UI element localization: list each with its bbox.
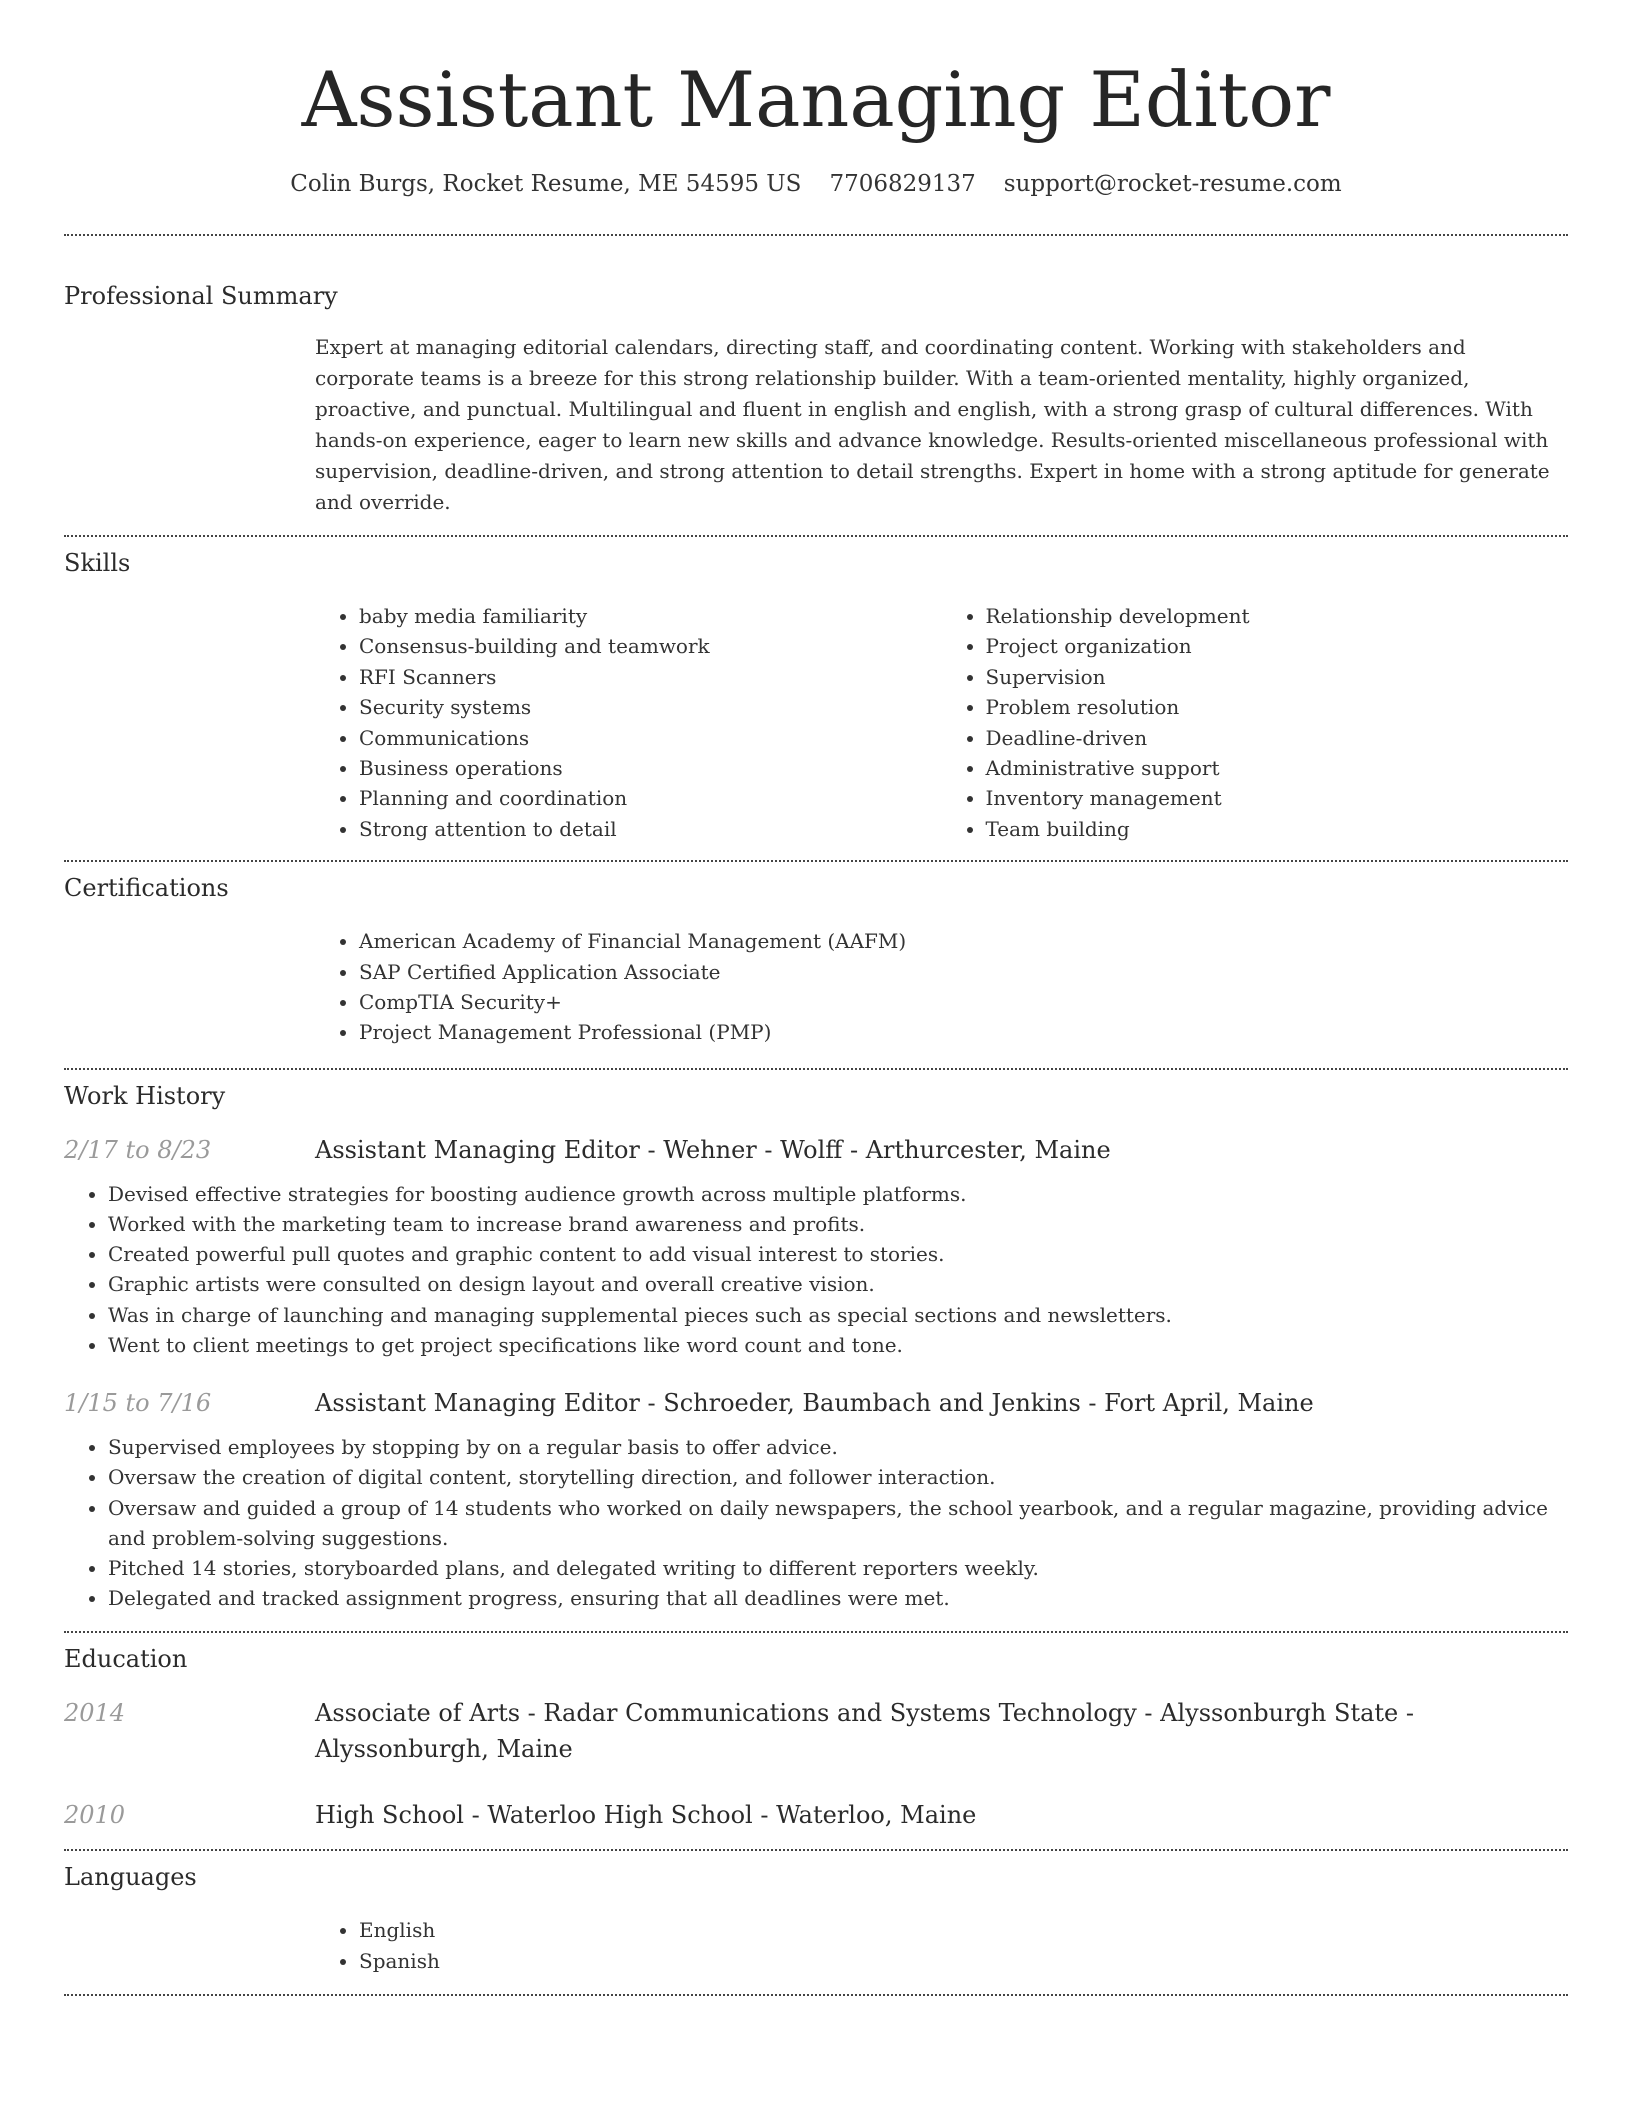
education-entry [64, 1695, 1568, 1767]
section-divider [64, 1994, 1568, 1996]
resume-title: Assistant Managing Editor [301, 55, 1331, 144]
job-dates: 2/17 to 8/23 [64, 1135, 212, 1164]
section-divider [64, 1068, 1568, 1070]
section-divider [64, 234, 1568, 236]
skills-section [64, 547, 1568, 844]
job-bullet: • Worked with the marketing team to increase brand awareness and profits. [108, 1209, 1568, 1239]
work-history-section [64, 1080, 1568, 1613]
education-school: - Waterloo High School - Waterloo, Maine [463, 1801, 977, 1830]
job-bullets [64, 1179, 1568, 1360]
work-history-heading: Work History [64, 1081, 226, 1110]
education-title-line [315, 1797, 1568, 1833]
job-bullet: • Supervised employees by stopping by on a regular basis to offer advice. [108, 1432, 1568, 1462]
resume-header [64, 0, 1568, 200]
skills-grid [315, 601, 1568, 844]
skill-item: • Team building [986, 814, 1569, 844]
languages-content [315, 1915, 1568, 1976]
skill-item: • Problem resolution [986, 692, 1569, 722]
skill-item: • Relationship development [986, 601, 1569, 631]
summary-text: Expert at managing editorial calendars, directing staff, and coordinating content. Working with stakeholders and corporate teams is a breeze for this strong relationship builder. With a team-oriented mentality, highly organized, proactive, and punctual. Multilingual and fluent in english and english, with a strong grasp of cultural differences. With hands-on experience, eager to learn new skills and advance knowledge. Results-oriented miscellaneous professional with supervision, deadline-driven, and strong attention to detail strengths. Expert in home with a strong aptitude for generate and override. [315, 335, 1550, 514]
job-bullet: • Graphic artists were consulted on design layout and overall creative vision. [108, 1269, 1568, 1299]
skill-item: • Deadline-driven [986, 723, 1569, 753]
job-employer: - Wehner - Wolff - Arthurcester, Maine [639, 1135, 1111, 1164]
languages-section [64, 1861, 1568, 1976]
job-bullet: • Oversaw the creation of digital content, storytelling direction, and follower interaction. [108, 1462, 1568, 1492]
education-school: - Radar Communications and Systems Technology - Alyssonburgh State - Alyssonburgh, Maine [315, 1699, 1414, 1764]
education-title-line [315, 1695, 1568, 1767]
section-divider [64, 860, 1568, 862]
skills-heading: Skills [64, 549, 131, 577]
job-bullet: • Pitched 14 stories, storyboarded plans, and delegated writing to different reporters weekly. [108, 1553, 1568, 1583]
section-divider [64, 1849, 1568, 1851]
contact-phone: 7706829137 [829, 171, 976, 197]
language-item: • English [359, 1915, 1568, 1945]
education-entry [64, 1797, 1568, 1833]
job-employer: - Schroeder, Baumbach and Jenkins - Fort April, Maine [639, 1389, 1314, 1418]
skill-item: • Strong attention to detail [359, 814, 942, 844]
job-bullets [64, 1432, 1568, 1613]
summary-heading: Professional Summary [64, 282, 338, 310]
education-section [64, 1643, 1568, 1833]
skill-item: • Planning and coordination [359, 783, 942, 813]
job-header [64, 1385, 1568, 1421]
job-title: Assistant Managing Editor [315, 1135, 640, 1164]
section-divider [64, 1631, 1568, 1633]
section-divider [64, 535, 1568, 537]
job-bullet: • Went to client meetings to get project specifications like word count and tone. [108, 1330, 1568, 1360]
contact-line [64, 168, 1568, 200]
summary-section [64, 280, 1568, 518]
skill-item: • Security systems [359, 692, 942, 722]
job-bullet: • Created powerful pull quotes and graphic content to add visual interest to stories. [108, 1239, 1568, 1269]
certification-item: • SAP Certified Application Associate [359, 957, 1568, 987]
skills-list-left [315, 601, 942, 844]
languages-list [315, 1915, 1568, 1976]
skill-item: • Inventory management [986, 783, 1569, 813]
job-header [64, 1132, 1568, 1168]
skill-item: • Communications [359, 723, 942, 753]
contact-email: support@rocket-resume.com [1003, 171, 1342, 197]
job-dates: 1/15 to 7/16 [64, 1389, 212, 1418]
certifications-section [64, 872, 1568, 1048]
skill-item: • Business operations [359, 753, 942, 783]
certification-item: • CompTIA Security+ [359, 987, 1568, 1017]
job-bullet: • Delegated and tracked assignment progress, ensuring that all deadlines were met. [108, 1583, 1568, 1613]
education-degree: High School [315, 1801, 464, 1830]
job-entry [64, 1132, 1568, 1360]
certifications-list [315, 926, 1568, 1048]
job-bullet: • Oversaw and guided a group of 14 students who worked on daily newspapers, the school yearbook, and a regular magazine, providing advice and problem-solving suggestions. [108, 1493, 1568, 1553]
certifications-content [315, 926, 1568, 1048]
education-heading: Education [64, 1645, 188, 1674]
job-entry [64, 1385, 1568, 1613]
job-bullet: • Devised effective strategies for boosting audience growth across multiple platforms. [108, 1179, 1568, 1209]
skill-item: • Consensus-building and teamwork [359, 631, 942, 661]
skill-item: • Supervision [986, 662, 1569, 692]
certification-item: • American Academy of Financial Management (AAFM) [359, 926, 1568, 956]
summary-content [315, 332, 1568, 518]
languages-heading: Languages [64, 1863, 197, 1892]
certification-item: • Project Management Professional (PMP) [359, 1017, 1568, 1047]
education-degree: Associate of Arts [315, 1699, 521, 1728]
skill-item: • baby media familiarity [359, 601, 942, 631]
skills-list-right [942, 601, 1569, 844]
skill-item: • RFI Scanners [359, 662, 942, 692]
job-bullet: • Was in charge of launching and managing supplemental pieces such as special sections and newsletters. [108, 1300, 1568, 1330]
job-title: Assistant Managing Editor [315, 1389, 640, 1418]
skill-item: • Project organization [986, 631, 1569, 661]
certifications-heading: Certifications [64, 874, 229, 903]
skill-item: • Administrative support [986, 753, 1569, 783]
job-title-line [315, 1132, 1568, 1168]
contact-address: Colin Burgs, Rocket Resume, ME 54595 US [290, 171, 802, 197]
job-title-line [315, 1385, 1568, 1421]
education-year: 2014 [64, 1699, 126, 1728]
language-item: • Spanish [359, 1946, 1568, 1976]
education-year: 2010 [64, 1801, 126, 1830]
